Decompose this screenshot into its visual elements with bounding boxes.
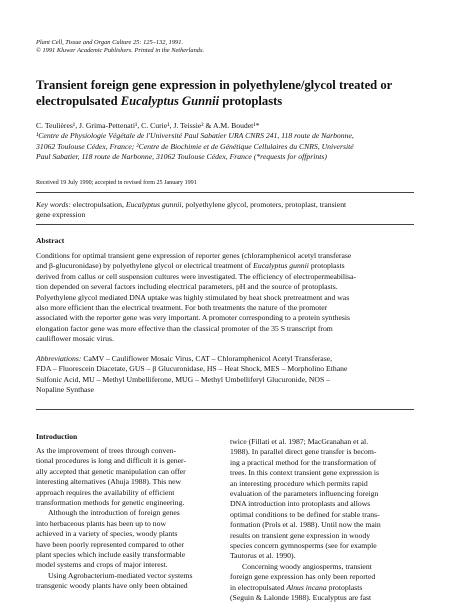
text-line: achieved in a variety of species, woody plants [36, 529, 178, 539]
abbreviations-text: CaMV – Cauliflower Mosaic Virus, CAT – Chloramphenicol Acetyl Transferase, [81, 354, 333, 363]
text-line: species concern gymnosperms (see for example [230, 541, 377, 551]
title-line-1: Transient foreign gene expression in polyethylene/glycol treated or [36, 78, 393, 92]
abstract-line: tion depended on several factors including electrical parameters, pH and the source of protoplasts. [36, 282, 338, 292]
received-date: Received 19 July 1990; accepted in revised form 25 January 1991 [36, 180, 197, 186]
text-line: tional procedures is long and difficult it is gener- [36, 456, 186, 466]
keywords-line-2: gene expression [36, 210, 86, 220]
intro-paragraph-2 [36, 508, 220, 570]
abstract-line: also more efficient than the electrical treatment. For both treatments the nature of the promoter [36, 303, 328, 313]
abbreviations-line: FDA – Fluorescein Diacetate, GUS – β Glucuronidase, HS – Heat Shock, MES – Morpholino Ethane [36, 364, 348, 374]
text-line: an interesting procedure which permits rapid [230, 478, 368, 488]
abstract-line: Conditions for optimal transient gene expression of reporter genes (chloramphenicol acetyl transferase [36, 251, 352, 260]
text-line: evaluation of the parameters influencing foreign [230, 489, 379, 499]
divider-top [36, 192, 414, 193]
abstract-line: associated with the reporter gene was very important. A promoter corresponding to a protein synthesis [36, 313, 351, 323]
abstract-species: Eucalyptus gunnii [253, 261, 309, 271]
keywords-label: Key words: [36, 200, 71, 209]
abstract-text-span: and β-glucuronidase) by polyethylene glycol or electrical treatment of [36, 261, 254, 271]
text-line: Tautorus et al. 1990). [230, 551, 296, 561]
text-line [230, 583, 414, 593]
text-span: in electropulsated [230, 582, 287, 592]
text-line: into herbaceous plants has been up to now [36, 518, 167, 528]
text-line: 1988). In parallel direct gene transfer is becom- [230, 447, 377, 457]
abstract-line: Polyethylene glycol mediated DNA uptake was highly stimulated by heat shock pretreatment and was [36, 292, 350, 302]
affiliation-line-1: ¹Centre de Physiologie Végétale de l'Université Paul Sabatier URA CNRS 241, 118 route de Narbonne, [36, 131, 354, 141]
intro-paragraph-3 [36, 571, 220, 592]
abbreviations-line [36, 354, 414, 364]
abstract-line [36, 261, 414, 271]
article-title [36, 78, 416, 109]
keywords-text-2: , polyethylene glycol, promoters, protoplast, transient [181, 200, 347, 209]
right-paragraph-2 [230, 562, 414, 604]
title-line-2 [36, 94, 416, 110]
abstract-text-span: protoplasts [308, 261, 345, 271]
right-paragraph-1 [230, 437, 414, 562]
abbreviations-block [36, 354, 414, 396]
text-line: formation (Prols et al. 1988). Until now the main [230, 520, 381, 530]
text-line: optimal conditions to be defined for stable trans- [230, 509, 380, 519]
text-line: Concerning woody angiosperms, transient [242, 561, 372, 571]
text-line: results on transient gene expression in woody [230, 530, 371, 540]
text-line: Although the introduction of foreign genes [48, 508, 180, 518]
title-text: electropulsated [36, 93, 121, 108]
text-line: DNA introduction into protoplasts and allows [230, 499, 371, 509]
text-line: ally accepted that genetic manipulation can offer [36, 466, 186, 476]
body-column-right [230, 437, 414, 604]
abbreviations-line: Sulfonic Acid, MU – Methyl Umbelliferone, MUG – Methyl Umbelliferyl Glucuronide, NOS – [36, 374, 331, 384]
text-line: twice (Fillati et al. 1987; MacGranahan et al. [230, 437, 369, 446]
text-line: transgenic woody plants have only been obtained [36, 581, 188, 591]
affiliation-line-2: 31062 Toulouse Cédex, France; ²Centre de Biochimie et de Génétique Cellulaires du CNRS, Université [36, 141, 354, 151]
abstract-line: cauliflower mosaic virus. [36, 334, 114, 344]
abbreviations-label: Abbreviations: [36, 354, 82, 363]
text-line: transformation methods for genetic engineering. [36, 498, 185, 508]
keywords-text: electropulsation, [70, 200, 126, 209]
text-line: plant species which include easily transformable [36, 550, 186, 560]
abstract-heading: Abstract [36, 236, 65, 245]
author-list: C. Teulières¹, J. Grima-Pettenati¹, C. Curie¹, J. Teissie² & A.M. Boudet¹* [36, 121, 260, 130]
text-line: ing a practical method for the transformation of [230, 457, 377, 467]
text-line: trees. In this context transient gene expression is [230, 468, 380, 478]
divider-body [36, 409, 414, 410]
keywords-line-1 [36, 200, 414, 210]
abbreviations-line: Nopaline Synthase [36, 385, 94, 395]
journal-citation: Plant Cell, Tissue and Organ Culture 25: 125–132, 1991. [36, 39, 184, 46]
text-line: foreign gene expression has only been reported [230, 572, 376, 582]
text-line: As the improvement of trees through conven- [36, 446, 177, 455]
body-column-left [36, 446, 220, 592]
text-line: approach requires the availability of efficient [36, 487, 175, 497]
affiliation-line-3: Paul Sabatier, 118 route de Narbonne, 31062 Toulouse Cédex, France (*requests for offprints) [36, 152, 327, 162]
author-block [36, 121, 416, 163]
keywords-block [36, 200, 414, 221]
abstract-text [36, 251, 414, 345]
text-span: protoplasts [326, 582, 363, 592]
title-text-end: protoplasts [219, 93, 283, 108]
introduction-heading: Introduction [36, 432, 78, 441]
text-line: Using Agrobacterium-mediated vector systems [48, 570, 193, 580]
divider-keywords [36, 224, 414, 225]
title-species: Eucalyptus Gunnii [120, 93, 220, 108]
text-line: interesting alternatives (Ahuja 1988). This new [36, 477, 182, 487]
keywords-species: Eucalyptus gunnii [125, 200, 182, 209]
intro-paragraph-1 [36, 446, 220, 508]
text-line: have been poorly represented compared to other [36, 539, 185, 549]
abstract-line: derived from callus or cell suspension cultures were investigated. The efficiency of electropermeabilisa- [36, 271, 357, 281]
species-name: Alnus incana [286, 582, 327, 592]
text-line: (Seguin & Lalonde 1988). Eucalyptus are fast [230, 593, 372, 603]
abstract-line: elongation factor gene was more effective than the classical promoter of the 35 S transcript from [36, 323, 333, 333]
journal-header [36, 39, 204, 55]
text-line: model systems and crops of major interest. [36, 560, 168, 570]
journal-copyright: © 1991 Kluwer Academic Publishers. Printed in the Netherlands. [36, 47, 205, 55]
